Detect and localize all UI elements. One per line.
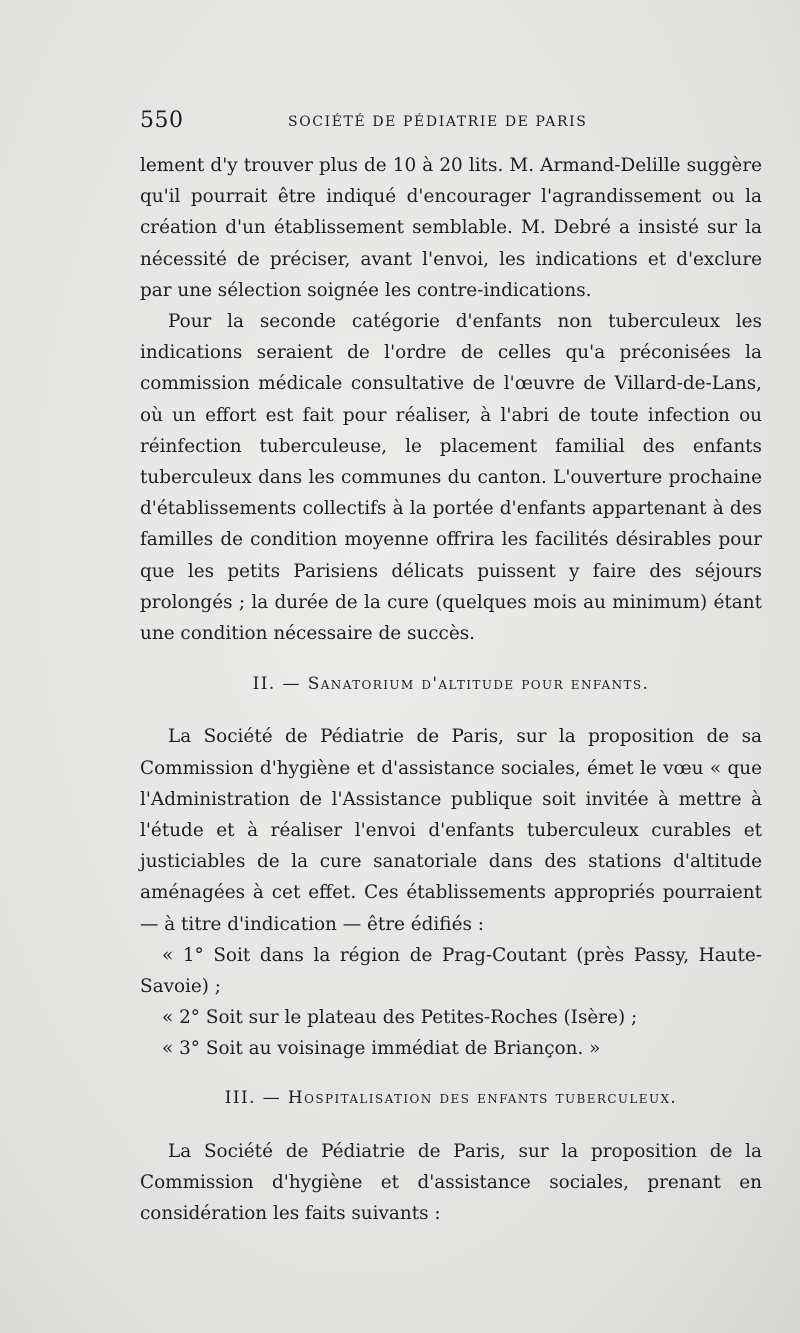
- list-item-briancon: « 3° Soit au voisinage immédiat de Briançon. »: [162, 1038, 601, 1060]
- section-heading-sanatorium: II. — Sanatorium d'altitude pour enfants.: [252, 674, 650, 695]
- list-item-petites-roches: « 2° Soit sur le plateau des Petites-Roches (Isère) ;: [162, 1007, 638, 1029]
- page-number: 550: [140, 108, 184, 133]
- paragraph-sanatorium-wish: La Société de Pédiatrie de Paris, sur la proposition de sa Commission d'hygiène et d'assistance sociales, émet le vœu « que l'Administration de l'Assistance publique soit invitée à mettre à l'étude et à réaliser l'envoi d'enfants tuberculeux curables et justiciables de la cure sanatoriale dans des stations d'altitude aménagées à cet effet. Ces établissements appropriés pourraient — à titre d'indication — être édifiés :: [140, 726, 762, 935]
- page-body: [140, 150, 762, 1230]
- paragraph-hospitalisation: La Société de Pédiatrie de Paris, sur la proposition de la Commission d'hygiène et d'assistance sociales, prenant en considération les faits suivants :: [140, 1140, 762, 1225]
- section-heading-hospitalisation: III. — Hospitalisation des enfants tuberculeux.: [224, 1087, 678, 1108]
- list-item-prag-coutant: « 1° Soit dans la région de Prag-Coutant (près Passy, Haute-Savoie) ;: [140, 944, 762, 998]
- paragraph-non-tuberculous: Pour la seconde catégorie d'enfants non tuberculeux les indications seraient de l'ordre de celles qu'a préconisées la commission médicale consultative de l'œuvre de Villard-de-Lans, où un effort est fait pour réaliser, à l'abri de toute infection ou réinfection tuberculeuse, le placement familial des enfants tuberculeux dans les communes du canton. L'ouverture prochaine d'établissements collectifs à la portée d'enfants appartenant à des familles de condition moyenne offrira les facilités désirables pour que les petits Parisiens délicats puissent y faire des séjours prolongés ; la durée de la cure (quelques mois au minimum) étant une condition nécessaire de succès.: [140, 311, 762, 645]
- paragraph-continuation: lement d'y trouver plus de 10 à 20 lits. M. Armand-Delille suggère qu'il pourrait être indiqué d'encourager l'agrandissement ou la création d'un établissement semblable. M. Debré a insisté sur la nécessité de préciser, avant l'envoi, les indications et d'exclure par une sélection soignée les contre-indications.: [140, 155, 762, 301]
- page-header: [140, 108, 760, 138]
- running-head: SOCIÉTÉ DE PÉDIATRIE DE PARIS: [288, 114, 588, 130]
